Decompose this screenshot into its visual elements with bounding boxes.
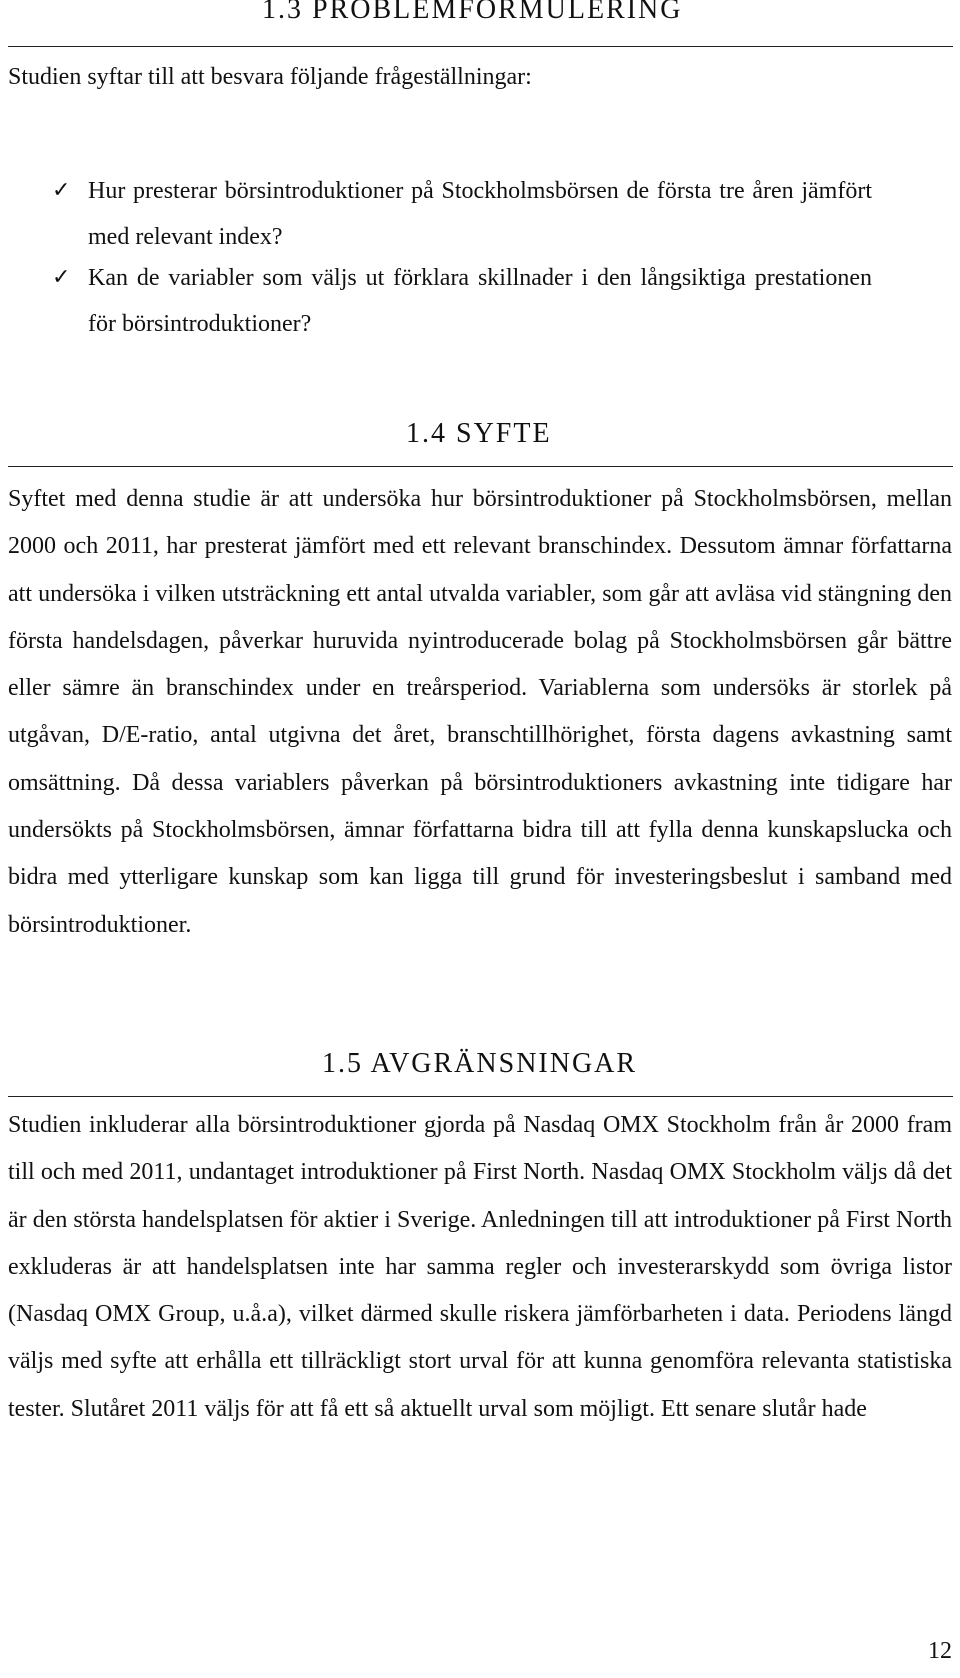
avgransningar-paragraph: Studien inkluderar alla börsintroduktioner gjorda på Nasdaq OMX Stockholm från år 2000 fram till och med 2011, undantaget introduktioner på First North. Nasdaq OMX Stockholm väljs då det är den största handelsplatsen för aktier i Sverige. Anledningen till att introduktioner på First North exkluderas är att handelsplatsen inte har samma regler och investerarskydd som övriga listor (Nasdaq OMX Group, u.å.a), vilket därmed skulle riskera jämförbarheten i data. Periodens längd väljs med syfte att erhålla ett tillräckligt stort urval för att kunna genomföra relevanta statistiska tester. Slutåret 2011 väljs för att få ett så aktuellt urval som möjligt. Ett senare slutår hade [8, 1112, 952, 1422]
question-text: Kan de variabler som väljs ut förklara skillnader i den långsiktiga prestationen för börsintroduktioner? [88, 265, 872, 337]
question-text: Hur presterar börsintroduktioner på Stockholmsbörsen de första tre åren jämfört med relevant index? [88, 178, 872, 250]
question-item [52, 255, 872, 347]
heading-rule-1-5 [8, 1096, 953, 1097]
heading-1-3: 1.3 PROBLEMFORMULERING [262, 0, 683, 25]
question-item [52, 168, 872, 260]
heading-rule-1-4 [8, 466, 953, 467]
page-number: 12 [928, 1638, 952, 1664]
heading-1-4: 1.4 SYFTE [406, 418, 552, 449]
syfte-paragraph: Syftet med denna studie är att undersöka hur börsintroduktioner på Stockholmsbörsen, mellan 2000 och 2011, har presterat jämfört med ett relevant branschindex. Dessutom ämnar författarna att undersöka i vilken utsträckning ett antal utvalda variabler, som går att avläsa vid stängning den första handelsdagen, påverkar huruvida nyintroducerade bolag på Stockholmsbörsen går bättre eller sämre än branschindex under en treårsperiod. Variablerna som undersöks är storlek på utgåvan, D/E-ratio, antal utgivna det året, branschtillhörighet, första dagens avkastning samt omsättning. Då dessa variablers påverkan på börsintroduktioners avkastning inte tidigare har undersökts på Stockholmsbörsen, ämnar författarna bidra till att fylla denna kunskapslucka och bidra med ytterligare kunskap som kan ligga till grund för investeringsbeslut i samband med börsintroduktioner. [8, 486, 952, 938]
heading-1-5: 1.5 AVGRÄNSNINGAR [322, 1048, 638, 1079]
checkmark-icon: ✓ [52, 178, 71, 203]
checkmark-icon: ✓ [52, 265, 71, 290]
heading-rule-1-3 [8, 46, 953, 47]
intro-text: Studien syftar till att besvara följande frågeställningar: [8, 64, 532, 90]
